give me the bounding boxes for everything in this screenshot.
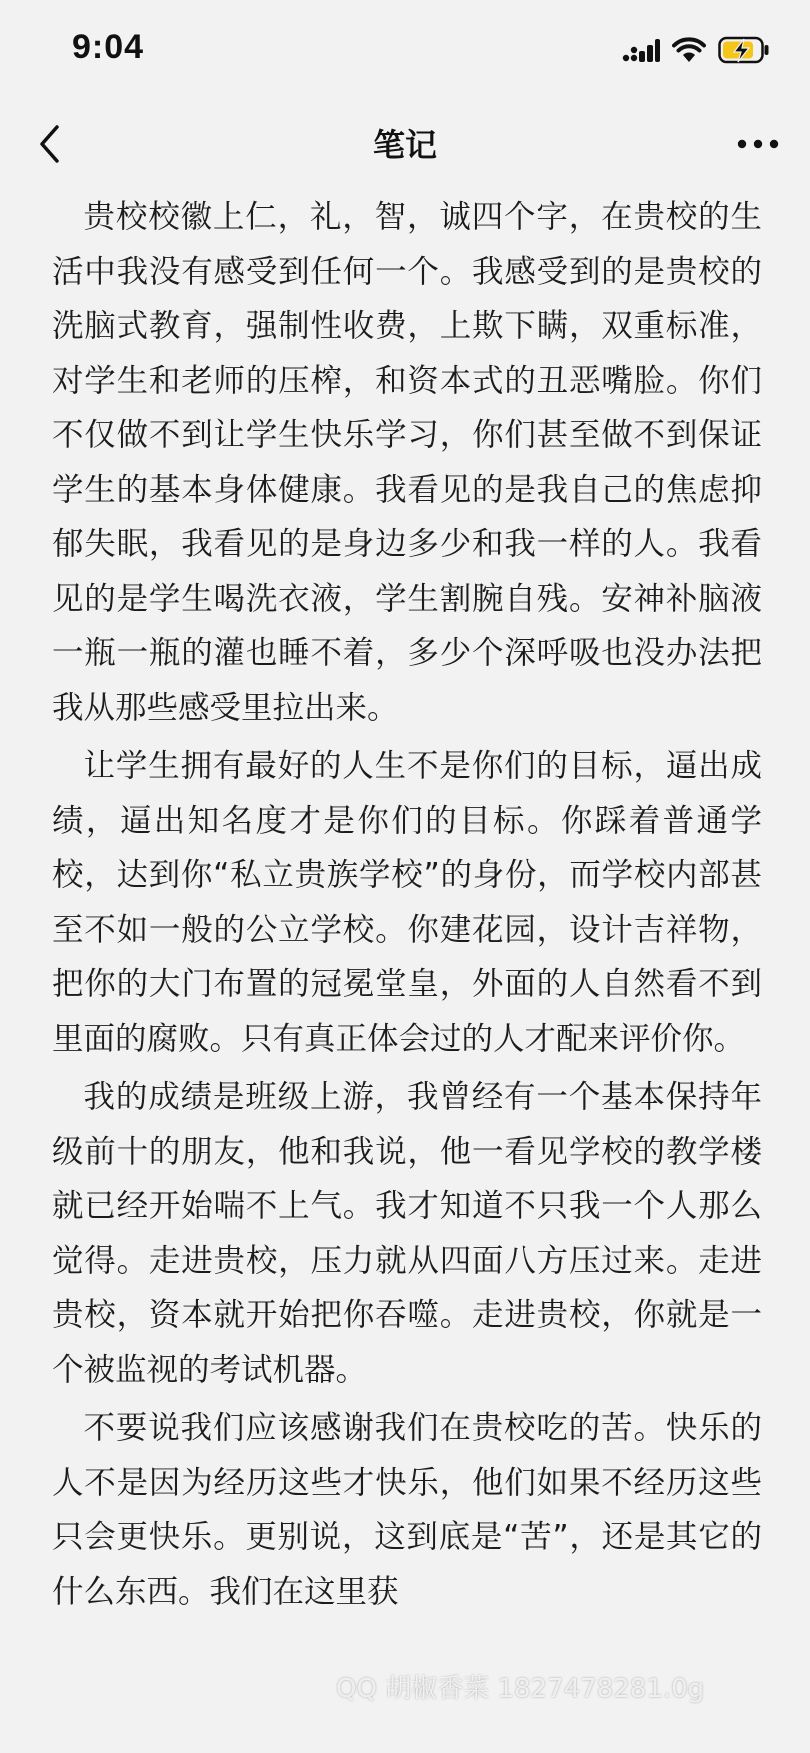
status-time: 9:04	[72, 28, 145, 66]
more-horizontal-icon	[736, 138, 780, 150]
page-title: 笔记	[372, 126, 437, 164]
watermark: QQ 胡椒香菜 1827478281.0g	[336, 1674, 705, 1704]
nav-bar	[0, 100, 810, 188]
wifi-icon	[672, 37, 706, 63]
note-paragraph-1: 贵校校徽上仁，礼，智，诚四个字，在贵校的生活中我没有感受到任何一个。我感受到的是贵校的洗脑式教育，强制性收费，上欺下瞒，双重标准，对学生和老师的压榨，和资本式的丑恶嘴脸。你们不仅做不到让学生快乐学习，你们甚至做不到保证学生的基本身体健康。我看见的是我自己的焦虑抑郁失眠，我看见的是身边多少和我一样的人。我看见的是学生喝洗衣液，学生割腕自残。安神补脑液一瓶一瓶的灌也睡不着，多少个深呼吸也没办法把我从那些感受里拉出来。	[52, 199, 762, 726]
note-paragraph-2: 让学生拥有最好的人生不是你们的目标，逼出成绩，逼出知名度才是你们的目标。你踩着普通学校，达到你“私立贵族学校”的身份，而学校内部甚至不如一般的公立学校。你建花园，设计吉祥物，把你的大门布置的冠冕堂皇，外面的人自然看不到里面的腐败。只有真正体会过的人才配来评价你。	[52, 748, 762, 1057]
signal-icon	[622, 37, 660, 63]
more-button[interactable]	[730, 122, 786, 166]
note-paragraph-3: 我的成绩是班级上游，我曾经有一个基本保持年级前十的朋友，他和我说，他一看见学校的教学楼就已经开始喘不上气。我才知道不只我一个人那么觉得。走进贵校，压力就从四面八方压过来。走进贵校，资本就开始把你吞噬。走进贵校，你就是一个被监视的考试机器。	[52, 1079, 762, 1388]
note-paragraph-4: 不要说我们应该感谢我们在贵校吃的苦。快乐的人不是因为经历这些才快乐，他们如果不经历这些只会更快乐。更别说，这到底是“苦”，还是其它的什么东西。我们在这里获	[52, 1410, 762, 1610]
status-icons	[622, 36, 770, 64]
battery-charging-icon	[718, 36, 770, 64]
note-body	[52, 190, 762, 1623]
status-bar	[0, 0, 810, 100]
